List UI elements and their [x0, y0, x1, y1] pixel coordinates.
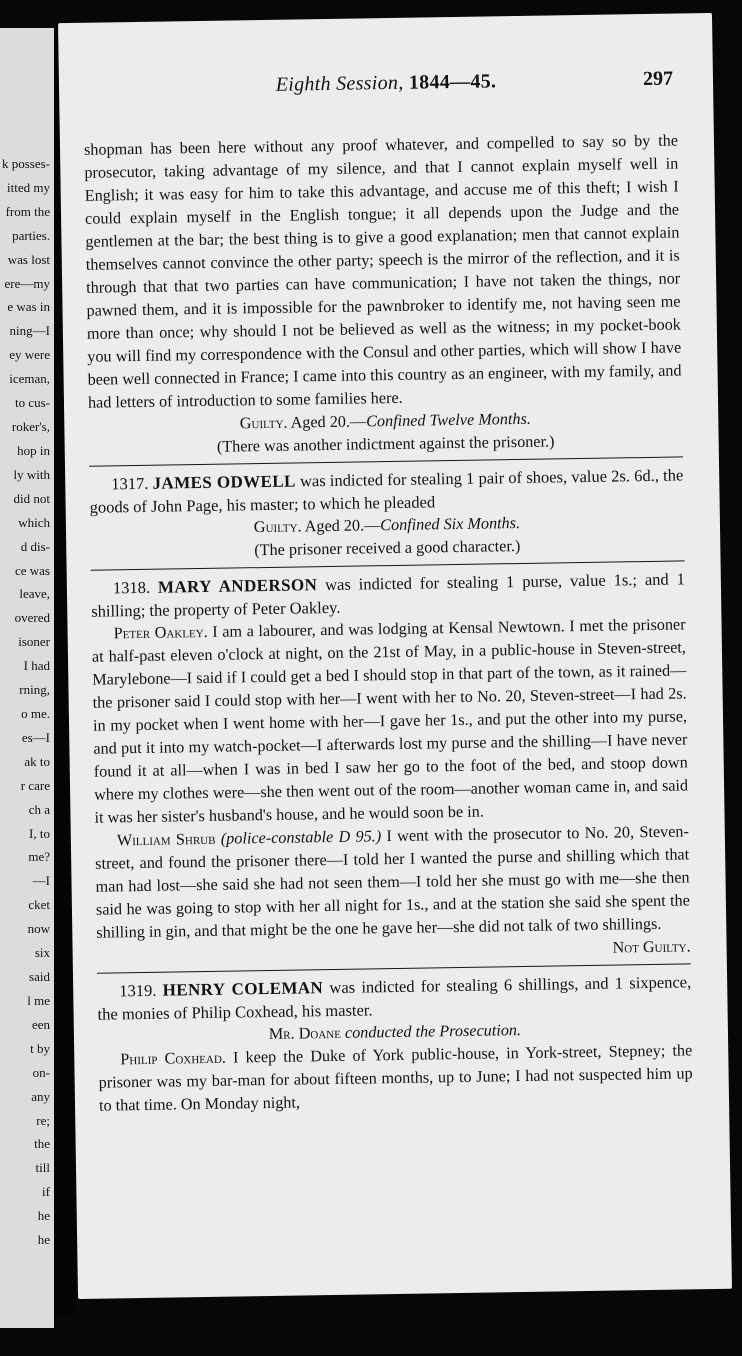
- case-number: 1318.: [112, 577, 151, 598]
- facing-page-fragment: es—I: [21, 729, 50, 745]
- witness-name: Peter Oakley.: [113, 622, 208, 643]
- facing-page-fragment: re;: [36, 1112, 50, 1128]
- facing-page-fragment: hop in: [17, 442, 50, 458]
- case-note: (The prisoner received a good character.): [254, 537, 521, 560]
- counsel-text: conducted the Prosecution.: [344, 1021, 522, 1042]
- facing-page-fragment: he: [37, 1232, 50, 1248]
- witness-testimony: [98, 1039, 693, 1117]
- defendant-name: MARY ANDERSON: [157, 575, 318, 597]
- facing-page-fragment: t by: [30, 1040, 50, 1056]
- case-text: was indicted for stealing 1 purse, value 1s.; and 1 shilling; the property of Peter Oakley.: [91, 569, 686, 621]
- facing-page-fragment: e was in: [7, 299, 50, 315]
- case-text: was indicted for stealing 6 shillings, and 1 sixpence, the monies of Philip Coxhead, his master.: [97, 972, 692, 1024]
- facing-page-fragment: ch a: [28, 801, 50, 817]
- witness-role: (police-constable D 95.): [220, 827, 382, 848]
- testimony-text: I went with the prosecutor to No. 20, Steven-street, and found the prisoner there—I told her I wanted the purse and shilling which that man had lost—she said she had not seen them—I told her she must go with me—she then said he was going to stop with her all night for 1s., and at the station she said she spent the shilling in gin, and that might be the one he gave her—she did not talk of two shillings.: [95, 822, 691, 942]
- facing-page-fragment: on-: [32, 1064, 50, 1080]
- facing-page-fragment: rning,: [19, 682, 50, 698]
- facing-page-fragment: o me.: [21, 706, 50, 721]
- verdict-label: Guilty.: [239, 413, 288, 433]
- facing-page-fragment: k posses-: [1, 156, 50, 171]
- defendant-name: HENRY COLEMAN: [162, 978, 324, 1000]
- case-text: was indicted for stealing 1 pair of shoes, value 2s. 6d., the goods of John Page, his master; to which he pleaded: [89, 465, 684, 517]
- facing-page-fragment: leave,: [19, 586, 50, 602]
- case-note: (There was another indictment against the prisoner.): [216, 432, 555, 456]
- facing-page-fragment: l me: [27, 992, 50, 1008]
- session-years: 1844—45.: [408, 70, 497, 94]
- facing-page-fragment: he: [37, 1208, 50, 1224]
- verdict-sentence: Confined Twelve Months.: [366, 409, 531, 431]
- facing-page-fragment: did not: [13, 490, 50, 506]
- page-body: [84, 129, 693, 1117]
- case-number: 1319.: [119, 980, 157, 1001]
- facing-page-fragment: overed: [14, 610, 50, 626]
- facing-page-fragment: ning—I: [9, 323, 50, 339]
- facing-page-fragment: if: [42, 1184, 50, 1200]
- facing-page-fragment: any: [31, 1088, 50, 1104]
- witness-name: Philip Coxhead.: [120, 1048, 226, 1069]
- facing-page-fragment: ce was: [14, 562, 50, 578]
- facing-page-fragment: cket: [28, 897, 50, 913]
- facing-page-fragment: was lost: [7, 251, 50, 267]
- witness-testimony: [91, 613, 688, 829]
- witness-name: William Shrub: [116, 829, 216, 850]
- facing-page-fragment: roker's,: [11, 419, 50, 435]
- facing-page-edge: [0, 28, 54, 1328]
- facing-page-fragment: I, to: [29, 825, 50, 841]
- facing-page-fragment: to cus-: [14, 395, 50, 411]
- session-title: Eighth Session,: [275, 71, 404, 96]
- facing-page-fragment: ere—my: [4, 275, 50, 291]
- facing-page-fragment: ly with: [13, 466, 50, 482]
- facing-page-fragment: I had: [23, 658, 50, 674]
- facing-page-fragment: now: [27, 921, 50, 937]
- facing-page-fragment: ey were: [9, 347, 50, 363]
- book-page: [58, 13, 732, 1299]
- facing-page-fragment: itted my: [7, 179, 50, 195]
- case-number: 1317.: [111, 473, 149, 494]
- facing-page-fragment: parties.: [12, 227, 50, 243]
- verdict-sentence: Confined Six Months.: [380, 514, 521, 535]
- verdict-line: Not Guilty.: [612, 937, 691, 957]
- facing-page-fragment: till: [35, 1160, 50, 1176]
- facing-page-fragment: ak to: [24, 753, 50, 769]
- facing-page-fragment: which: [18, 514, 50, 530]
- counsel-name: Mr. Doane: [268, 1023, 342, 1044]
- witness-testimony: [95, 820, 691, 944]
- facing-page-fragment: een: [31, 1016, 50, 1032]
- facing-page-fragment: from the: [5, 203, 50, 219]
- facing-page-fragment: —I: [32, 873, 50, 889]
- testimony-text: I keep the Duke of York public-house, in York-street, Stepney; the prisoner was my bar-man for about fifteen months, up to June; I had not suspected him up to that time. On Monday night,: [98, 1041, 693, 1115]
- facing-page-fragment: r care: [20, 777, 50, 793]
- facing-page-fragment: six: [34, 945, 50, 961]
- testimony-text: I am a labourer, and was lodging at Kensal Newtown. I met the prisoner at half-past eleven o'clock at night, on the 21st of May, in a public-house in Steven-street, Marylebone—I said if I could get a bed I should stop in that part of the town, as it rained—the prisoner said I could stop with her—I went with her to No. 20, Steven-street—I had 2s. in my pocket when I went home with her—I gave her 1s., and put the other into my purse, and put it into my watch-pocket—I afterwards lost my purse and the shilling—I have never found it at all—when I was in bed I saw her go to the foot of the bed, and stoop down where my clothes were—she then went out of the room—another woman came in, and said it was her sister's husband's house, and he would soon be in.: [91, 615, 689, 827]
- facing-page-fragment: me?: [28, 849, 50, 865]
- running-header: [59, 67, 713, 100]
- verdict-age: Aged 20.—: [304, 516, 381, 536]
- facing-page-fragment: iceman,: [9, 371, 50, 387]
- facing-page-fragment: isoner: [18, 634, 50, 650]
- verdict-age: Aged 20.—: [290, 412, 367, 432]
- verdict-label: Guilty.: [253, 517, 302, 537]
- page-number: 297: [642, 67, 674, 91]
- defendant-name: JAMES ODWELL: [152, 471, 296, 493]
- continuation-paragraph: shopman has been here without any proof whatever, and compelled to say so by the prosecutor, taking advantage of my silence, and that I cannot explain myself well in English; it was easy for him to take this advantage, and accuse me of this theft; I wish I could explain myself in the English tongue; it all depends upon the Judge and the gentlemen at the bar; the best thing is to give a good explanation; men that cannot explain themselves cannot convince the other party; speech is the mirror of the reflection, and it is through that that two parties can have communication; I have not taken the things, nor pawned them, and it is impossible for the pawnbroker to identify me, not having seen me more than once; why should I not be believed as well as the witness; in my pocket-book you will find my correspondence with the Consul and other parties, which will show I have been well connected in France; I came into this country as an engineer, with my family, and had letters of introduction to some families here.: [83, 131, 682, 412]
- facing-page-fragment: d dis-: [20, 538, 50, 554]
- facing-page-fragment: the: [34, 1136, 50, 1152]
- facing-page-fragment: said: [29, 969, 50, 985]
